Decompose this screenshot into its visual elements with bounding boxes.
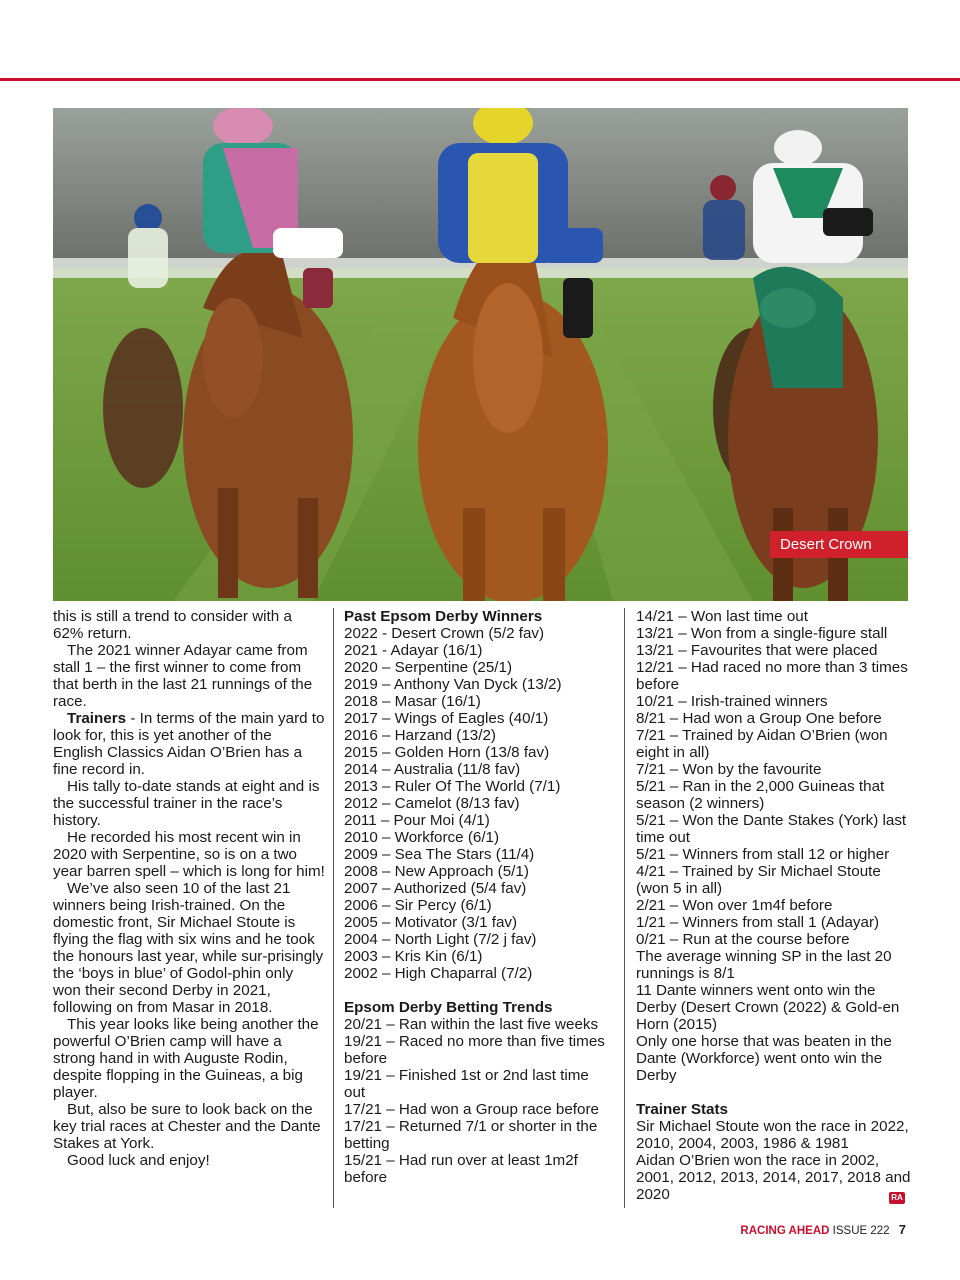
- list-item: 2020 – Serpentine (25/1): [344, 659, 513, 676]
- list-item: 14/21 – Won last time out: [636, 608, 808, 625]
- photo-caption: Desert Crown: [770, 531, 908, 558]
- top-rule: [0, 78, 960, 81]
- paragraph-text: This year looks like being another the powerful O’Brien camp will have a strong hand in with Auguste Rodin, despite flopping in the Guineas, a big player.: [53, 1016, 319, 1101]
- column-divider: [624, 608, 625, 1208]
- list-item: 4/21 – Trained by Sir Michael Stoute (won 5 in all): [636, 863, 881, 897]
- list-item: 8/21 – Had won a Group One before: [636, 710, 882, 727]
- list-item: 2022 - Desert Crown (5/2 fav): [344, 625, 545, 642]
- ra-logo-badge: RA: [889, 1192, 905, 1204]
- paragraph: [53, 710, 325, 778]
- list-item: 0/21 – Run at the course before: [636, 931, 850, 948]
- paragraph-text: - In terms of the main yard to look for, this is yet another of the English Classics Aidan O’Brien has a fine record in.: [53, 710, 325, 778]
- column-divider: [333, 608, 334, 1208]
- list-item: 2003 – Kris Kin (6/1): [344, 948, 483, 965]
- list-item: 2002 – High Chaparral (7/2): [344, 965, 533, 982]
- paragraph-text: Good luck and enjoy!: [67, 1152, 210, 1169]
- list-item: 2008 – New Approach (5/1): [344, 863, 529, 880]
- list-item: 5/21 – Winners from stall 12 or higher: [636, 846, 890, 863]
- list-item: 2014 – Australia (11/8 fav): [344, 761, 521, 778]
- list-item: 5/21 – Ran in the 2,000 Guineas that season (2 winners): [636, 778, 885, 812]
- list-item: 2004 – North Light (7/2 j fav): [344, 931, 537, 948]
- list-item: 2007 – Authorized (5/4 fav): [344, 880, 527, 897]
- list-item: 17/21 – Had won a Group race before: [344, 1101, 599, 1118]
- list-item: 2016 – Harzand (13/2): [344, 727, 496, 744]
- list-item: 11 Dante winners went onto win the Derby (Desert Crown (2022) & Gold-en Horn (2015): [636, 982, 900, 1033]
- paragraph-text: His tally to-date stands at eight and is the successful trainer in the race’s history.: [53, 778, 320, 829]
- paragraph: [53, 829, 325, 880]
- winners-heading: Past Epsom Derby Winners: [344, 608, 543, 625]
- list-item: The average winning SP in the last 20 runnings is 8/1: [636, 948, 892, 982]
- paragraph: [53, 1152, 325, 1169]
- list-item: 2005 – Motivator (3/1 fav): [344, 914, 518, 931]
- article-column-1: [53, 608, 325, 1169]
- list-item: 12/21 – Had raced no more than 3 times before: [636, 659, 908, 693]
- paragraph: [53, 1016, 325, 1101]
- list-item: 19/21 – Raced no more than five times before: [344, 1033, 605, 1067]
- trends-list-continued: [636, 608, 912, 1084]
- list-item: 17/21 – Returned 7/1 or shorter in the betting: [344, 1118, 598, 1152]
- publication-name: RACING AHEAD: [740, 1225, 830, 1237]
- trends-list: [344, 1016, 614, 1186]
- trends-heading: Epsom Derby Betting Trends: [344, 999, 553, 1016]
- list-item: 2015 – Golden Horn (13/8 fav): [344, 744, 550, 761]
- paragraph-text: He recorded his most recent win in 2020 with Serpentine, so is on a two year barren spell – which is long for him!: [53, 829, 325, 880]
- list-item: 2010 – Workforce (6/1): [344, 829, 500, 846]
- list-item: 13/21 – Favourites that were placed: [636, 642, 878, 659]
- paragraph: [53, 608, 325, 642]
- article-column-3: [636, 608, 912, 1203]
- list-item: 7/21 – Won by the favourite: [636, 761, 822, 778]
- trainer-stats-heading: Trainer Stats: [636, 1101, 729, 1118]
- paragraph: [53, 1101, 325, 1152]
- list-item: 1/21 – Winners from stall 1 (Adayar): [636, 914, 880, 931]
- list-item: 2011 – Pour Moi (4/1): [344, 812, 490, 829]
- hero-photo: [53, 108, 908, 601]
- article-column-2: [344, 608, 614, 1186]
- winners-list: [344, 625, 614, 982]
- paragraph-text: We’ve also seen 10 of the last 21 winners being Irish-trained. On the domestic front, Sir Michael Stoute is flying the flag with six wins and he took the honours last year, while sur-prisingly the ‘boys in blue’ of Godol-phin only won their second Derby in 2021, following on from Masar in 2018.: [53, 880, 324, 1016]
- list-item: 5/21 – Won the Dante Stakes (York) last time out: [636, 812, 907, 846]
- paragraph: [53, 642, 325, 710]
- list-item: 2013 – Ruler Of The World (7/1): [344, 778, 561, 795]
- page-number: 7: [898, 1222, 906, 1237]
- list-item: 2/21 – Won over 1m4f before: [636, 897, 833, 914]
- list-item: 2006 – Sir Percy (6/1): [344, 897, 492, 914]
- list-item: 2021 - Adayar (16/1): [344, 642, 483, 659]
- list-item: 19/21 – Finished 1st or 2nd last time out: [344, 1067, 589, 1101]
- list-item: Aidan O’Brien won the race in 2002, 2001, 2012, 2013, 2014, 2017, 2018 and 2020: [636, 1152, 911, 1203]
- paragraph-text: The 2021 winner Adayar came from stall 1 – the first winner to come from that berth in the last 21 runnings of the race.: [53, 642, 313, 710]
- issue-label: ISSUE 222: [832, 1225, 890, 1237]
- trainer-stats-list: [636, 1118, 912, 1203]
- list-item: 2012 – Camelot (8/13 fav): [344, 795, 520, 812]
- list-item: 2017 – Wings of Eagles (40/1): [344, 710, 549, 727]
- paragraph-text: this is still a trend to consider with a 62% return.: [53, 608, 292, 642]
- list-item: 2019 – Anthony Van Dyck (13/2): [344, 676, 562, 693]
- page-footer: [740, 1222, 906, 1237]
- horse-racing-illustration: [53, 108, 908, 601]
- list-item: Sir Michael Stoute won the race in 2022, 2010, 2004, 2003, 1986 & 1981: [636, 1118, 909, 1152]
- list-item: 2009 – Sea The Stars (11/4): [344, 846, 535, 863]
- paragraph: [53, 880, 325, 1016]
- paragraph-lead: Trainers: [67, 710, 127, 727]
- list-item: 2018 – Masar (16/1): [344, 693, 481, 710]
- list-item: 10/21 – Irish-trained winners: [636, 693, 828, 710]
- list-item: 15/21 – Had run over at least 1m2f before: [344, 1152, 578, 1186]
- paragraph: [53, 778, 325, 829]
- paragraph-text: But, also be sure to look back on the key trial races at Chester and the Dante Stakes at York.: [53, 1101, 321, 1152]
- list-item: Only one horse that was beaten in the Dante (Workforce) went onto win the Derby: [636, 1033, 892, 1084]
- list-item: 13/21 – Won from a single-figure stall: [636, 625, 888, 642]
- list-item: 7/21 – Trained by Aidan O’Brien (won eight in all): [636, 727, 888, 761]
- list-item: 20/21 – Ran within the last five weeks: [344, 1016, 599, 1033]
